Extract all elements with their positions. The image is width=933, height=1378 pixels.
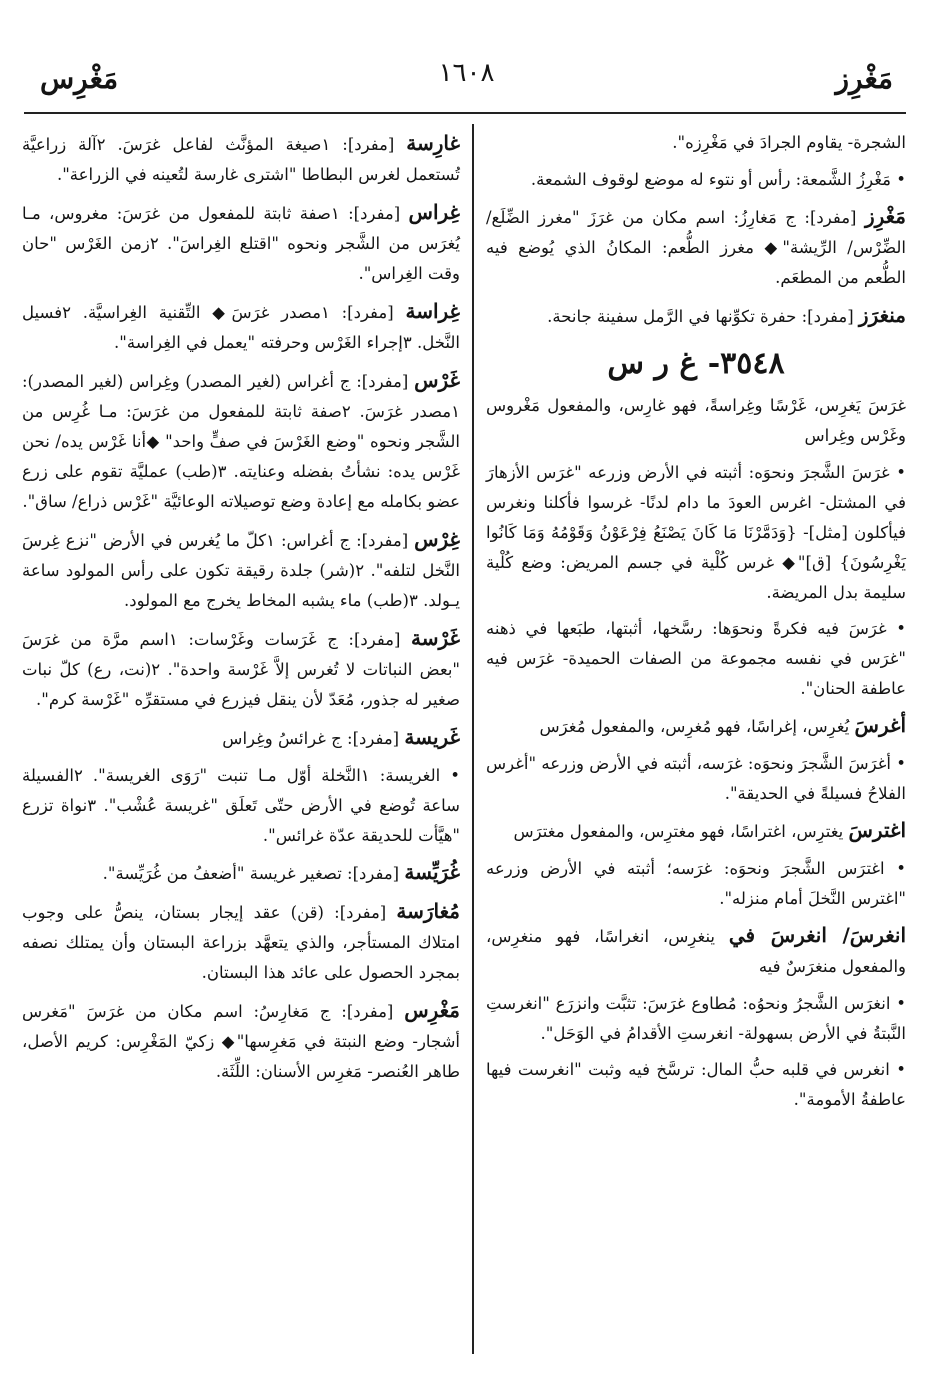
headword: غَرْسة [411,626,460,650]
entry [22,857,460,889]
sense: • اغترَس الشَّجرَ ونحوَه: غرَسه؛ أثبته في الأرض وزرعه "اغترس النَّخلَ أمام منزله". [486,859,906,908]
definition: يُغرِس، إغراسًا، فهو مُغرِس، والمفعول مُغرَس [539,717,855,736]
entry [22,722,460,754]
entry [22,623,460,715]
entry [486,920,906,982]
headword: انغرسَ/ انغرسَ في [728,923,907,947]
headword: مَغْرِس [404,998,460,1022]
headword: أغرسَ [854,713,906,737]
definition: [مفرد]: ج مَغارِسُ: اسم مكان من غرَسَ "مَغرس أشجار- وضع النبتة في مَغرِسها"◆ زكيّ المَغْرِس: كريم الأصل، طاهر العُنصر- مَغرِس الأسنان: اللِّثَة. [22,1002,460,1081]
sense: • انغرَس الشَّجرُ ونحوُه: مُطاوع غرَسَ: تثبَّت وانزرَع "انغرستِ النَّبتةُ في الأرض بسهولة- انغرستِ الأقدامُ في الوَحَل". [486,994,906,1043]
entry [22,197,460,289]
headword: غَريسة [404,725,460,749]
headword: اغترسَ [848,818,906,842]
definition: [مفرد]: ١صفة ثابتة للمفعول من غرَسَ: مغروس، مـا يُغرَس من الشَّجر ونحوه "اقتلع الغِراسَ". ٢زمن الغَرْس "حان وقت الغِراس". [22,204,460,283]
entry [486,815,906,847]
sense: • غرَسَ الشَّجرَ ونحوَه: أثبته في الأرض وزرعه "غرَس الأزهارَ في المشتل- اغرس العودَ ما دام لدنًا- غرسوا فأكلنا ونغرس فيأكلون [مثل]- {وَدَمَّرْنَا مَا كَانَ يَصْنَعُ فِرْعَوْنُ وَقَوْمُهُ وَمَا كَانُوا يَغْرِسُونَ} [ق]"◆ غرس كُلْية في جسم المريض: وضع كُلْية سليمة بدل المريضة. [486,463,906,602]
definition: ينغرِس، انغراسًا، فهو منغرِس، والمفعول منغرَسٌ فيه [486,927,906,976]
entry [22,365,460,517]
entry [486,201,906,293]
definition: [مفرد]: ج غرائسُ وغِراس [222,729,405,748]
header-rule [24,112,906,114]
entry [22,296,460,358]
page-number: ١٦٠٨ [438,58,495,88]
sense: • أغرَسَ الشَّجرَ ونحوَه: غرَسه، أثبته في الأرض وزرعه "أغرس الفلاحُ فسيلةً في الحديقة". [486,754,906,803]
sense: • مَغْرِزُ الشَّمعة: رأس أو نتوء له موضع لوقوف الشمعة. [530,170,906,189]
headword: منغرَز [858,303,906,327]
definition: [مفرد]: ج أغراس: ١كلّ ما يُغرس في الأرض "نزع غِرسَ النَّخل لتلفه". ٢(شر) جلدة رقيقة تكون على رأس المولود ساعة يـولد. ٣(طب) ماء يشبه المخاط يخرج مع المولود. [22,531,460,610]
entry [22,524,460,616]
left-column [22,128,460,1094]
headword: مَغْرِز [864,204,906,228]
entry [486,710,906,742]
headword: مُغارَسة [396,899,460,923]
entry-continuation: الشجرة- يقاوم الجرادَ في مَغْرِزه". [672,133,906,152]
sense: • الغريسة: ١النَّخلة أوّل مـا تنبت "رَوَى الغريسة". ٢الفسيلة ساعة تُوضع في الأرض حتّى تَعلَق "غريسة عُشْب". ٣نواة تزرع "هيَّأت للحديقة عدّة غرائس". [22,766,460,845]
entry [22,128,460,190]
definition: [مفرد]: ١مصدر غرَسَ◆ التِّقنية الغِراسيَّة. ٢فسيل النَّخل. ٣إجراء الغَرْس وحرفته "يعمل في الغِراسة". [22,303,460,352]
page-header [40,50,893,110]
headword: غارِسة [406,131,460,155]
definition: [مفرد]: تصغير غريسة "أضعفُ من غُرَيِّسة". [102,864,405,883]
root-heading: ٣٥٤٨- غ ر س [607,346,785,381]
headword: غِرْس [414,527,460,551]
definition: [مفرد]: ج أغراس (لغير المصدر) وغِراس (لغير المصدر): ١مصدر غرَسَ. ٢صفة ثابتة للمفعول من غرَسَ: مـا غُرِس من الشَّجر ونحوه "وضع الغَرْسَ في صفٍّ واحد" ◆أنا غَرْس يده/ نحن غَرْس يده: نشأتُ بفضله وعنايته. ٣(طب) عمليَّة تقوم على زرع عضو بكامله مع إعادة وضع توصيلاته الوعائيَّة "غَرْس ذراع/ ساق". [22,372,461,511]
entry [22,995,460,1087]
entry [22,896,460,988]
header-first-word: مَغْرِز [835,62,893,95]
definition: [مفرد]: (قن) عقد إيجار بستان، ينصُّ على وجوب امتلاك المستأجر، والذي يتعهَّد بزراعة البستان وأن يمتلك نصفه بمجرد الحصول على عائد هذا البستان. [22,903,460,982]
definition: [مفرد]: حفرة تكوِّنها في الرَّمل سفينة جانحة. [547,307,859,326]
definition: [مفرد]: ١صيغة المؤنَّث لفاعل غرَسَ. ٢آلة زراعيَّة تُستعمل لغرس البطاطا "اشترى غارسة لتُعينه في الزراعة". [22,135,460,184]
headword: غِراسة [405,299,461,323]
sense: • غرَسَ فيه فكرةً ونحوَها: رسَّخها، أثبتها، طبَعها في ذهنه "غرَس في نفسه مجموعة من الصفات الحميدة- غرَس فيه عاطفة الحنان". [486,619,906,698]
right-column [486,128,906,1121]
headword: غُرَيِّسة [404,860,460,884]
sense: • انغرس في قلبه حبُّ المال: ترسَّخ فيه وثبت "انغرست فيها عاطفةُ الأمومة". [486,1060,906,1109]
column-divider [472,124,474,1354]
headword: غَرْس [414,368,460,392]
verb-entry: غرَسَ يَغرِس، غَرْسًا وغِراسةً، فهو غارِس، والمفعول مَغْروس وغَرْس وغِراس [486,396,906,445]
definition: [مفرد]: ج مَغارِزُ: اسم مكان من غرَزَ "مغرز الضِّلَع/ الضِّرْس/ الرِّيشة"◆ مغرز الطُّعم: المكانُ الذي يُوضع فيه الطُّعم من المطعَم. [486,208,906,287]
entry [486,300,906,332]
definition: يغترِس، اغتراسًا، فهو مغترِس، والمفعول مغترَس [513,822,849,841]
header-last-word: مَغْرِس [40,62,119,95]
headword: غِراس [408,200,460,224]
definition: [مفرد]: ج غَرَسات وغَرْسات: ١اسم مرَّة من غرَسَ "بعض النباتات لا تُغرس إلاَّ غَرْسة واحدة". ٢(نت، رع) كلّ نبات صغير له جذور، مُعَدّ لأن ينقل فيزرع في مستقرِّه "غَرْسة كرم". [22,630,460,709]
